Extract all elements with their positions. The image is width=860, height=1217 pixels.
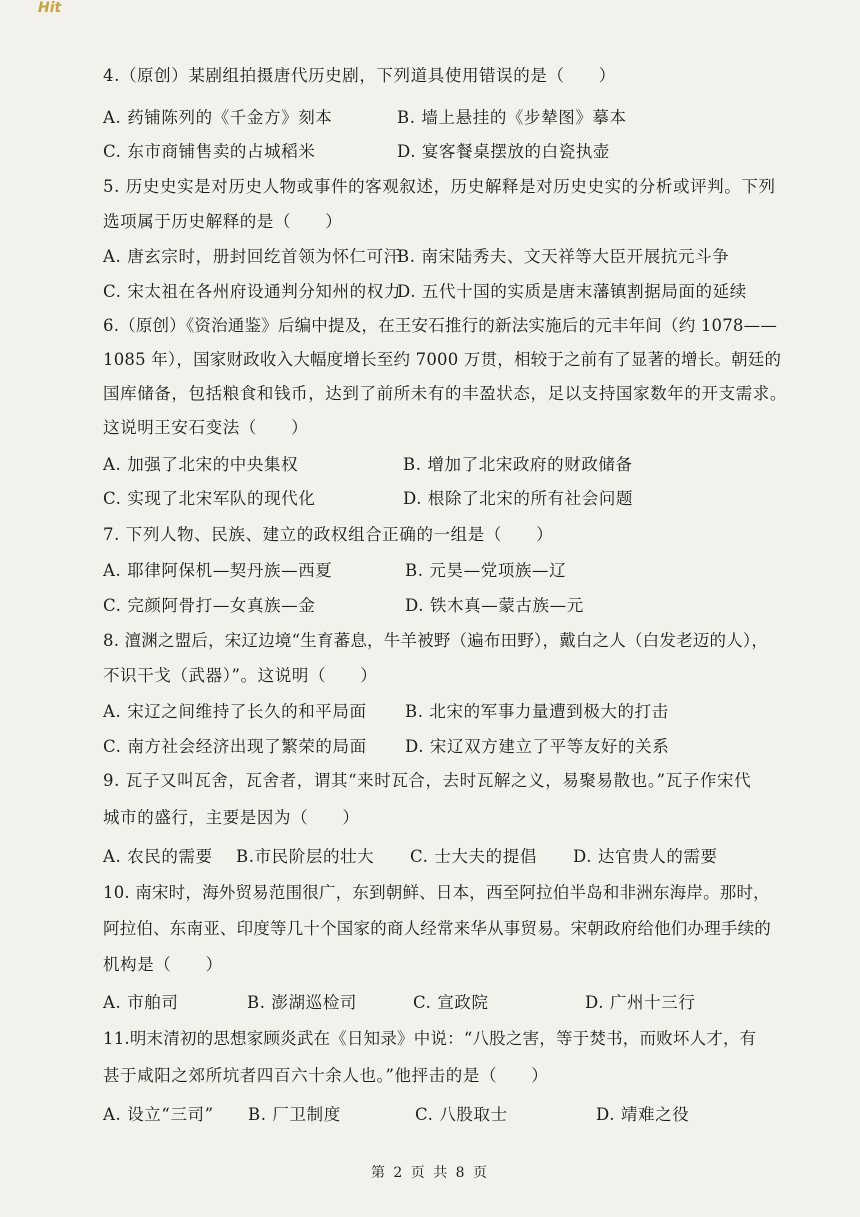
- question-11-stem-line-1: 11.明末清初的思想家顾炎武在《日知录》中说：“八股之害，等于焚书，而败坏人才，有: [103, 1029, 757, 1048]
- question-10-stem-line-1: 10. 南宋时，海外贸易范围很广，东到朝鲜、日本，西至阿拉伯半岛和非洲东海岸。那时，: [103, 883, 770, 902]
- question-6-option-c: C. 实现了北宋军队的现代化: [103, 489, 316, 508]
- question-6-option-a: A. 加强了北宋的中央集权: [103, 455, 299, 474]
- question-7-option-d: D. 铁木真—蒙古族—元: [405, 596, 584, 615]
- question-4-option-a: A. 药铺陈列的《千金方》刻本: [103, 108, 333, 127]
- question-6-option-d: D. 根除了北宋的所有社会问题: [403, 489, 634, 508]
- question-6-stem-line-2: 1085 年），国家财政收入大幅度增长至约 7000 万贯，相较于之前有了显著的增长。朝廷的: [103, 350, 782, 369]
- question-10-stem-line-3: 机构是（ ）: [103, 955, 223, 974]
- question-7-stem-line-1: 7. 下列人物、民族、建立的政权组合正确的一组是（ ）: [103, 525, 554, 544]
- question-7-option-b: B. 元昊—党项族—辽: [405, 561, 567, 580]
- question-10-option-a: A. 市舶司: [103, 993, 179, 1012]
- question-11-option-b: B. 厂卫制度: [248, 1105, 341, 1124]
- question-5-stem-line-2: 选项属于历史解释的是（ ）: [103, 212, 343, 231]
- question-11-option-a: A. 设立“三司”: [103, 1105, 214, 1124]
- question-10-option-b: B. 澎湖巡检司: [247, 993, 357, 1012]
- page-footer: 第 2 页 共 8 页: [370, 1165, 490, 1181]
- question-10-stem-line-2: 阿拉伯、东南亚、印度等几十个国家的商人经常来华从事贸易。宋朝政府给他们办理手续的: [103, 919, 771, 938]
- question-4-option-d: D. 宴客餐桌摆放的白瓷执壶: [397, 142, 611, 161]
- question-8-option-c: C. 南方社会经济出现了繁荣的局面: [103, 737, 367, 756]
- question-5-option-d: D. 五代十国的实质是唐末藩镇割据局面的延续: [397, 282, 747, 301]
- question-11-option-d: D. 靖难之役: [596, 1105, 690, 1124]
- question-8-option-d: D. 宋辽双方建立了平等友好的关系: [405, 737, 670, 756]
- question-9-stem-line-2: 城市的盛行，主要是因为（ ）: [103, 808, 360, 827]
- question-4-option-b: B. 墙上悬挂的《步辇图》摹本: [397, 108, 627, 127]
- question-8-option-a: A. 宋辽之间维持了长久的和平局面: [103, 702, 367, 721]
- question-4-stem-line-1: 4.（原创）某剧组拍摄唐代历史剧，下列道具使用错误的是（ ）: [103, 66, 616, 85]
- question-8-stem-line-1: 8. 澶渊之盟后，宋辽边境“生育蕃息，牛羊被野（遍布田野），戴白之人（白发老迈的人），: [103, 631, 769, 650]
- question-9-stem-line-1: 9. 瓦子又叫瓦舍，瓦舍者，谓其“来时瓦合，去时瓦解之义，易聚易散也。”瓦子作宋代: [103, 771, 752, 790]
- question-9-option-b: B.市民阶层的壮大: [236, 847, 375, 866]
- question-10-option-c: C. 宣政院: [413, 993, 489, 1012]
- question-6-stem-line-3: 国库储备，包括粮食和钱币，达到了前所未有的丰盈状态，足以支持国家数年的开支需求。: [103, 384, 787, 403]
- question-6-stem-line-4: 这说明王安石变法（ ）: [103, 418, 309, 437]
- question-9-option-d: D. 达官贵人的需要: [573, 847, 718, 866]
- question-6-stem-line-1: 6.（原创）《资治通鉴》后编中提及，在王安石推行的新法实施后的元丰年间（约 1078——: [103, 316, 778, 335]
- question-6-option-b: B. 增加了北宋政府的财政储备: [403, 455, 633, 474]
- question-5-stem-line-1: 5. 历史史实是对历史人物或事件的客观叙述，历史解释是对历史史实的分析或评判。下列: [103, 177, 776, 196]
- question-5-option-c: C. 宋太祖在各州府设通判分知州的权力: [103, 282, 401, 301]
- question-9-option-a: A. 农民的需要: [103, 847, 213, 866]
- question-5-option-a: A. 唐玄宗时，册封回纥首领为怀仁可汗: [103, 247, 401, 266]
- question-11-stem-line-2: 甚于咸阳之郊所坑者四百六十余人也。”他抨击的是（ ）: [103, 1066, 549, 1085]
- question-4-option-c: C. 东市商铺售卖的占城稻米: [103, 142, 316, 161]
- question-7-option-a: A. 耶律阿保机—契丹族—西夏: [103, 561, 333, 580]
- question-5-option-b: B. 南宋陆秀夫、文天祥等大臣开展抗元斗争: [397, 247, 730, 266]
- question-9-option-c: C. 士大夫的提倡: [410, 847, 537, 866]
- question-8-stem-line-2: 不识干戈（武器）”。这说明（ ）: [103, 666, 378, 685]
- question-7-option-c: C. 完颜阿骨打—女真族—金: [103, 596, 316, 615]
- question-10-option-d: D. 广州十三行: [585, 993, 696, 1012]
- question-8-option-b: B. 北宋的军事力量遭到极大的打击: [405, 702, 669, 721]
- question-11-option-c: C. 八股取士: [415, 1105, 508, 1124]
- corner-mark: Hit: [38, 0, 62, 16]
